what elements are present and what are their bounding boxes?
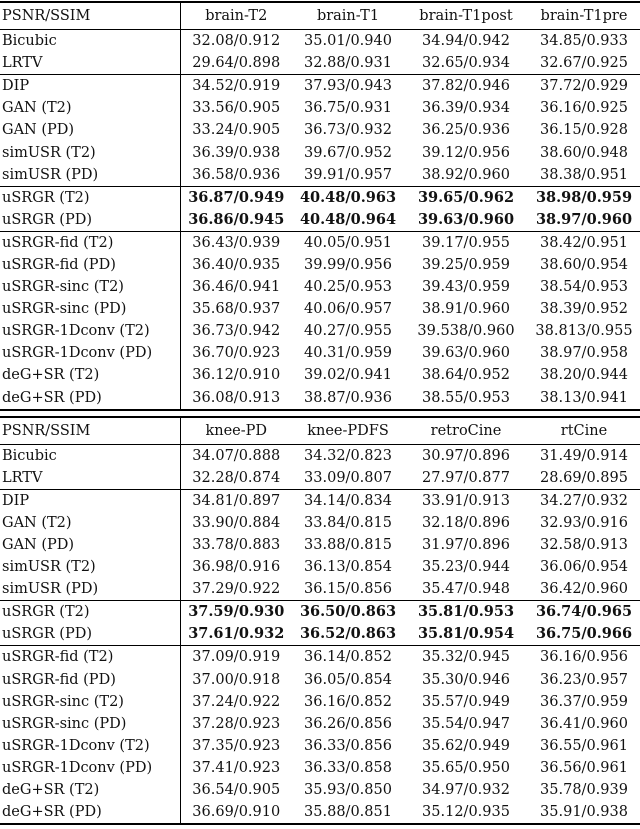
metric-value-cell: 36.26/0.856 [304, 715, 392, 732]
metric-value-cell: 38.92/0.960 [422, 166, 510, 183]
metric-value-cell: 34.94/0.942 [404, 30, 528, 53]
metric-value-cell: 35.91/0.938 [528, 801, 640, 824]
metric-value-cell: 36.08/0.913 [180, 387, 292, 410]
method-name-cell: GAN (PD) [0, 119, 180, 141]
metric-value-cell: 36.16/0.925 [540, 100, 628, 117]
metric-value-cell: 37.28/0.923 [192, 715, 281, 732]
metric-value-cell: 32.08/0.912 [180, 30, 292, 53]
best-value: 40.48/0.964 [299, 210, 397, 228]
metric-value-cell [528, 601, 640, 624]
metric-value-cell: 35.62/0.949 [422, 737, 510, 754]
method-name-cell: LRTV [0, 467, 180, 490]
method-name-cell: GAN (T2) [0, 512, 180, 534]
best-value: 37.61/0.932 [188, 625, 285, 643]
table-row [0, 601, 640, 624]
metric-value-cell: 36.40/0.935 [192, 256, 281, 273]
metric-value-cell: 38.39/0.952 [540, 301, 628, 318]
metric-value-cell [180, 209, 292, 232]
table-row [0, 489, 640, 512]
metric-value-cell: 34.27/0.932 [528, 489, 640, 512]
metric-value-cell: 40.31/0.959 [304, 345, 392, 362]
table-row [0, 342, 640, 364]
metric-value-cell: 35.57/0.949 [422, 693, 510, 710]
metric-value-cell: 33.56/0.905 [192, 100, 281, 117]
metric-value-cell: 32.58/0.913 [540, 537, 628, 554]
metric-value-cell: 31.97/0.896 [422, 537, 510, 554]
metric-value-cell: 32.88/0.931 [304, 55, 392, 72]
method-name-cell: uSRGR (PD) [0, 623, 180, 646]
metric-value-cell [404, 209, 528, 232]
metric-value-cell: 32.28/0.874 [192, 469, 281, 486]
metric-value-cell: 37.29/0.922 [192, 581, 281, 598]
metric-value-cell: 36.15/0.928 [540, 122, 628, 139]
dataset-header: rtCine [528, 417, 640, 445]
table-row [0, 623, 640, 646]
metric-value-cell: 33.09/0.807 [304, 469, 392, 486]
method-name-cell: simUSR (T2) [0, 556, 180, 578]
table-row [0, 444, 640, 467]
table-row [0, 231, 640, 254]
metric-value-cell: 39.17/0.955 [404, 231, 528, 254]
metric-value-cell [292, 186, 404, 209]
metric-value-cell [292, 209, 404, 232]
metric-value-cell: 32.18/0.896 [422, 514, 510, 531]
method-name-cell: GAN (T2) [0, 97, 180, 119]
method-name-cell: uSRGR-1Dconv (PD) [0, 342, 180, 364]
metric-value-cell: 39.67/0.952 [304, 144, 392, 161]
table-row [0, 141, 640, 163]
method-name-cell: DIP [0, 489, 180, 512]
table-header-row [0, 417, 640, 445]
metric-value-cell: 38.38/0.951 [540, 166, 628, 183]
metric-value-cell: 40.05/0.951 [292, 231, 404, 254]
metric-header: PSNR/SSIM [0, 417, 180, 445]
metric-value-cell: 36.33/0.858 [304, 759, 392, 776]
table-row [0, 646, 640, 669]
dataset-header: brain-T1post [404, 2, 528, 30]
metric-value-cell [404, 186, 528, 209]
metric-value-cell: 39.12/0.956 [422, 144, 510, 161]
metric-value-cell: 36.55/0.961 [540, 737, 628, 754]
method-name-cell: deG+SR (T2) [0, 779, 180, 801]
table-row [0, 30, 640, 53]
table-row [0, 713, 640, 735]
metric-value-cell: 33.84/0.815 [304, 514, 392, 531]
method-name-cell: uSRGR (T2) [0, 601, 180, 624]
table-row [0, 364, 640, 386]
metric-value-cell: 38.97/0.958 [540, 345, 628, 362]
method-name-cell: simUSR (T2) [0, 141, 180, 163]
metric-header: PSNR/SSIM [0, 2, 180, 30]
metric-value-cell: 31.49/0.914 [528, 444, 640, 467]
method-name-cell: uSRGR-1Dconv (PD) [0, 757, 180, 779]
method-name-cell: uSRGR (PD) [0, 209, 180, 232]
table-row [0, 578, 640, 601]
metric-value-cell: 37.09/0.919 [180, 646, 292, 669]
best-value: 36.86/0.945 [188, 210, 285, 228]
metric-value-cell: 35.01/0.940 [292, 30, 404, 53]
metric-value-cell: 32.65/0.934 [422, 55, 510, 72]
metric-value-cell [180, 623, 292, 646]
metric-value-cell: 33.90/0.884 [192, 514, 281, 531]
method-name-cell: DIP [0, 75, 180, 98]
best-value: 38.97/0.960 [535, 210, 633, 228]
metric-value-cell: 39.538/0.960 [417, 323, 515, 340]
metric-value-cell: 36.23/0.957 [540, 671, 628, 688]
method-name-cell: uSRGR (T2) [0, 186, 180, 209]
metric-value-cell: 36.58/0.936 [192, 166, 281, 183]
method-name-cell: deG+SR (T2) [0, 364, 180, 386]
metric-value-cell: 39.63/0.960 [422, 345, 510, 362]
metric-value-cell: 39.91/0.957 [304, 166, 392, 183]
table-row [0, 276, 640, 298]
table-row [0, 298, 640, 320]
table-row [0, 691, 640, 713]
metric-value-cell: 35.65/0.950 [422, 759, 510, 776]
metric-value-cell: 40.27/0.955 [304, 323, 392, 340]
metric-value-cell: 34.52/0.919 [180, 75, 292, 98]
metric-value-cell: 35.93/0.850 [304, 782, 392, 799]
method-name-cell: uSRGR-sinc (T2) [0, 691, 180, 713]
metric-value-cell: 38.60/0.948 [540, 144, 628, 161]
metric-value-cell: 35.68/0.937 [192, 301, 281, 318]
best-value: 36.75/0.966 [535, 625, 633, 643]
metric-value-cell: 36.98/0.916 [192, 559, 281, 576]
metric-value-cell: 39.02/0.941 [304, 367, 392, 384]
table-row [0, 186, 640, 209]
metric-value-cell [528, 209, 640, 232]
metric-value-cell: 33.24/0.905 [192, 122, 281, 139]
method-name-cell: uSRGR-fid (T2) [0, 231, 180, 254]
metric-value-cell: 35.12/0.935 [404, 801, 528, 824]
best-value: 39.65/0.962 [417, 188, 515, 206]
metric-value-cell: 36.39/0.938 [192, 144, 281, 161]
metric-value-cell: 36.12/0.910 [192, 367, 281, 384]
dataset-header: knee-PD [180, 417, 292, 445]
metric-value-cell: 38.54/0.953 [540, 279, 628, 296]
metric-value-cell: 36.73/0.932 [304, 122, 392, 139]
method-name-cell: simUSR (PD) [0, 164, 180, 187]
metric-value-cell [404, 623, 528, 646]
method-name-cell: Bicubic [0, 444, 180, 467]
metric-value-cell: 35.88/0.851 [292, 801, 404, 824]
metric-value-cell [528, 623, 640, 646]
dataset-header: brain-T1pre [528, 2, 640, 30]
best-value: 36.50/0.863 [299, 603, 397, 621]
method-name-cell: uSRGR-fid (T2) [0, 646, 180, 669]
metric-value-cell: 35.54/0.947 [422, 715, 510, 732]
metric-value-cell: 33.88/0.815 [304, 537, 392, 554]
table-row [0, 801, 640, 824]
best-value: 36.52/0.863 [299, 625, 397, 643]
metric-value-cell: 38.64/0.952 [422, 367, 510, 384]
metric-value-cell: 36.25/0.936 [422, 122, 510, 139]
table-row [0, 512, 640, 534]
metric-value-cell [404, 601, 528, 624]
metric-value-cell: 37.72/0.929 [528, 75, 640, 98]
metric-value-cell: 36.05/0.854 [304, 671, 392, 688]
method-name-cell: simUSR (PD) [0, 578, 180, 601]
method-name-cell: uSRGR-sinc (PD) [0, 298, 180, 320]
method-name-cell: LRTV [0, 52, 180, 75]
method-name-cell: uSRGR-sinc (PD) [0, 713, 180, 735]
metric-value-cell: 36.15/0.856 [304, 581, 392, 598]
metric-value-cell: 40.06/0.957 [304, 301, 392, 318]
best-value: 35.81/0.953 [417, 603, 515, 621]
method-name-cell: Bicubic [0, 30, 180, 53]
metric-value-cell: 39.43/0.959 [422, 279, 510, 296]
best-value: 38.98/0.959 [535, 188, 633, 206]
table-row [0, 467, 640, 490]
metric-value-cell: 38.813/0.955 [535, 323, 633, 340]
metric-value-cell: 32.93/0.916 [540, 514, 628, 531]
table-row [0, 757, 640, 779]
metric-value-cell: 37.24/0.922 [192, 693, 281, 710]
metric-value-cell: 36.54/0.905 [192, 782, 281, 799]
metric-value-cell: 36.33/0.856 [304, 737, 392, 754]
dataset-header: brain-T2 [180, 2, 292, 30]
metric-value-cell: 34.85/0.933 [528, 30, 640, 53]
metric-value-cell: 37.00/0.918 [192, 671, 281, 688]
metric-value-cell: 38.20/0.944 [540, 367, 628, 384]
metric-value-cell [528, 186, 640, 209]
metric-value-cell: 37.82/0.946 [404, 75, 528, 98]
metric-value-cell: 29.64/0.898 [192, 55, 281, 72]
metric-value-cell: 39.99/0.956 [304, 256, 392, 273]
table-row [0, 119, 640, 141]
metric-value-cell: 39.25/0.959 [422, 256, 510, 273]
table-row [0, 164, 640, 187]
metric-value-cell: 36.06/0.954 [540, 559, 628, 576]
table-row [0, 779, 640, 801]
metric-value-cell: 36.42/0.960 [540, 581, 628, 598]
best-value: 36.74/0.965 [535, 603, 633, 621]
table-row [0, 534, 640, 556]
method-name-cell: deG+SR (PD) [0, 387, 180, 410]
metric-value-cell: 35.30/0.946 [422, 671, 510, 688]
metric-value-cell: 37.41/0.923 [192, 759, 281, 776]
method-name-cell: uSRGR-1Dconv (T2) [0, 320, 180, 342]
metric-value-cell: 33.91/0.913 [404, 489, 528, 512]
metric-value-cell: 34.32/0.823 [292, 444, 404, 467]
metric-value-cell: 36.69/0.910 [180, 801, 292, 824]
metric-value-cell [180, 601, 292, 624]
method-name-cell: GAN (PD) [0, 534, 180, 556]
table-separator [0, 410, 640, 417]
metric-value-cell: 36.75/0.931 [304, 100, 392, 117]
metric-value-cell: 32.67/0.925 [540, 55, 628, 72]
metric-value-cell: 37.35/0.923 [192, 737, 281, 754]
metric-value-cell: 27.97/0.877 [422, 469, 510, 486]
metric-value-cell: 36.39/0.934 [422, 100, 510, 117]
metric-value-cell: 38.55/0.953 [404, 387, 528, 410]
metric-value-cell: 38.42/0.951 [528, 231, 640, 254]
metric-value-cell: 34.07/0.888 [180, 444, 292, 467]
metric-value-cell: 35.23/0.944 [422, 559, 510, 576]
table-row [0, 97, 640, 119]
metric-value-cell: 36.73/0.942 [192, 323, 281, 340]
metric-value-cell: 28.69/0.895 [540, 469, 628, 486]
table-row [0, 669, 640, 691]
table-row [0, 735, 640, 757]
best-value: 36.87/0.949 [188, 188, 285, 206]
best-value: 37.59/0.930 [188, 603, 285, 621]
dataset-header: retroCine [404, 417, 528, 445]
table-header-row [0, 2, 640, 30]
table-row [0, 254, 640, 276]
table-row [0, 320, 640, 342]
metric-value-cell: 34.81/0.897 [180, 489, 292, 512]
metric-value-cell: 34.14/0.834 [292, 489, 404, 512]
metric-value-cell: 35.32/0.945 [404, 646, 528, 669]
metric-value-cell: 36.37/0.959 [540, 693, 628, 710]
metric-value-cell: 38.91/0.960 [422, 301, 510, 318]
method-name-cell: uSRGR-1Dconv (T2) [0, 735, 180, 757]
metric-value-cell: 36.46/0.941 [192, 279, 281, 296]
metric-value-cell [180, 186, 292, 209]
method-name-cell: deG+SR (PD) [0, 801, 180, 824]
table-row [0, 209, 640, 232]
method-name-cell: uSRGR-sinc (T2) [0, 276, 180, 298]
table-row [0, 75, 640, 98]
results-table [0, 1, 640, 825]
metric-value-cell: 30.97/0.896 [404, 444, 528, 467]
dataset-header: knee-PDFS [292, 417, 404, 445]
metric-value-cell: 37.93/0.943 [292, 75, 404, 98]
metric-value-cell: 36.70/0.923 [192, 345, 281, 362]
metric-value-cell: 40.25/0.953 [304, 279, 392, 296]
metric-value-cell: 36.16/0.852 [304, 693, 392, 710]
table-row [0, 556, 640, 578]
table-row [0, 52, 640, 75]
metric-value-cell: 36.13/0.854 [304, 559, 392, 576]
metric-value-cell: 33.78/0.883 [192, 537, 281, 554]
metric-value-cell: 36.41/0.960 [540, 715, 628, 732]
metric-value-cell: 35.47/0.948 [422, 581, 510, 598]
metric-value-cell: 38.87/0.936 [292, 387, 404, 410]
metric-value-cell: 35.78/0.939 [540, 782, 628, 799]
metric-value-cell: 36.43/0.939 [180, 231, 292, 254]
metric-value-cell: 36.16/0.956 [528, 646, 640, 669]
method-name-cell: uSRGR-fid (PD) [0, 254, 180, 276]
dataset-header: brain-T1 [292, 2, 404, 30]
best-value: 35.81/0.954 [417, 625, 515, 643]
metric-value-cell [292, 623, 404, 646]
metric-value-cell: 36.56/0.961 [540, 759, 628, 776]
metric-value-cell: 38.60/0.954 [540, 256, 628, 273]
metric-value-cell [292, 601, 404, 624]
best-value: 39.63/0.960 [417, 210, 515, 228]
metric-value-cell: 36.14/0.852 [292, 646, 404, 669]
metric-value-cell: 38.13/0.941 [528, 387, 640, 410]
table-row [0, 387, 640, 410]
metric-value-cell: 34.97/0.932 [422, 782, 510, 799]
method-name-cell: uSRGR-fid (PD) [0, 669, 180, 691]
best-value: 40.48/0.963 [299, 188, 397, 206]
